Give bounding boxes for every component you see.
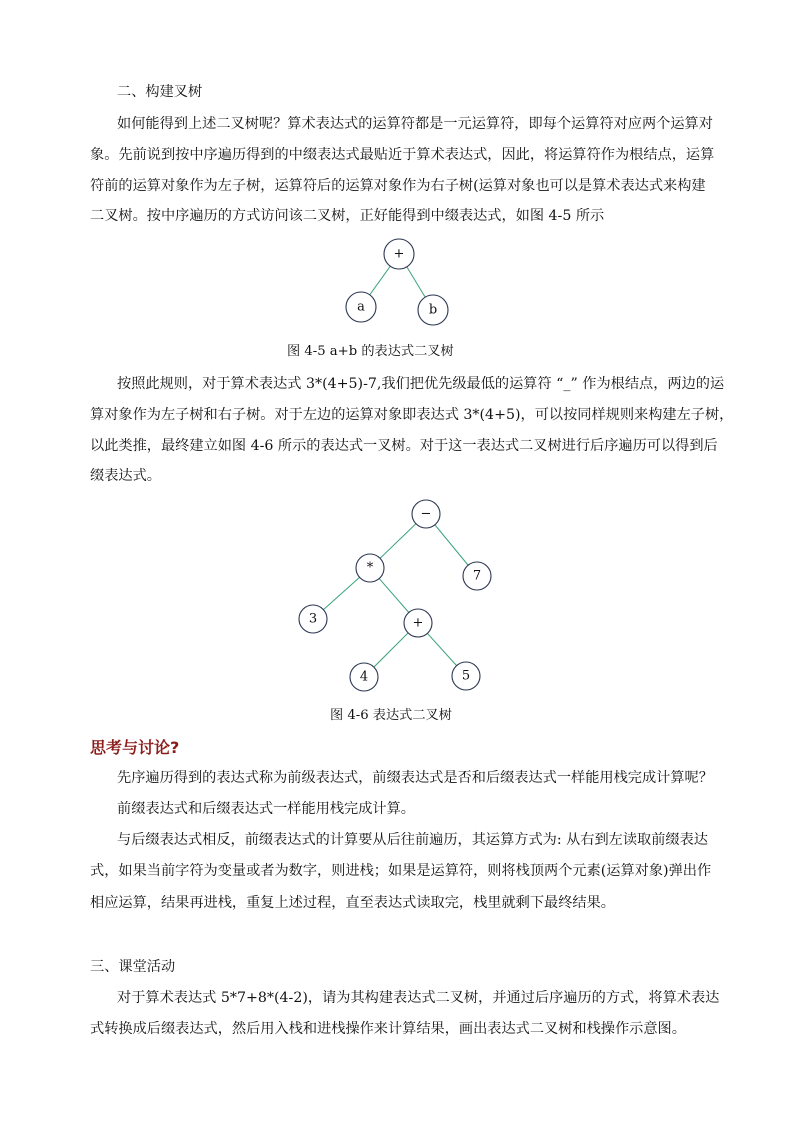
paragraph-line: 算对象作为左子树和右子树。对于左边的运算对象即表达式 3*(4+5)，可以按同样规则来构建左子树，	[90, 407, 734, 423]
tree-node-label: 7	[472, 568, 482, 584]
paragraph-line: 与后缀表达式相反，前缀表达式的计算要从后往前遍历，其运算方式为: 从右到左读取前缀表达	[117, 832, 708, 848]
section-heading-2: 二、构建叉树	[117, 84, 203, 100]
paragraph-line: 式转换成后缀表达式，然后用入栈和进栈操作来计算结果，画出表达式二叉树和栈操作示意图。	[90, 1021, 686, 1037]
paragraph-line: 先序遍历得到的表达式称为前级表达式，前缀表达式是否和后缀表达式一样能用栈完成计算呢？	[117, 770, 713, 786]
paragraph-line: 以此类推，最终建立如图 4-6 所示的表达式一叉树。对于这一表达式二叉树进行后序遍历可以得到后	[90, 438, 718, 454]
tree-node-label: +	[412, 615, 424, 631]
tree-node-label: +	[393, 246, 405, 262]
paragraph-line: 二叉树。按中序遍历的方式访问该二叉树，正好能得到中缀表达式，如图 4-5 所示	[90, 208, 605, 224]
paragraph-line: 缀表达式。	[90, 468, 161, 484]
figure-caption: 图 4-5 a+b 的表达式二叉树	[287, 344, 454, 359]
tree-node-label: 3	[308, 611, 318, 627]
think-discuss-title: 思考与讨论?	[90, 738, 180, 757]
paragraph-line: 符前的运算对象作为左子树，运算符后的运算对象作为右子树(运算对象也可以是算术表达式来构建	[90, 178, 706, 194]
figure-caption: 图 4-6 表达式二叉树	[330, 708, 452, 723]
tree-node-label: a	[357, 299, 365, 315]
tree-node-label: 4	[359, 669, 369, 685]
paragraph-line: 前缀表达式和后缀表达式一样能用栈完成计算。	[117, 801, 415, 817]
tree-node-label: −	[420, 506, 432, 522]
tree-node-label: 5	[461, 668, 471, 684]
paragraph-line: 对于算术表达式 5*7+8*(4-2)，请为其构建表达式二叉树，并通过后序遍历的方式，将算术表达	[117, 990, 720, 1006]
tree-node-label: b	[428, 302, 438, 318]
section-heading-3: 三、课堂活动	[90, 959, 176, 975]
paragraph-line: 象。先前说到按中序遍历得到的中缀表达式最贴近于算术表达式，因此，将运算符作为根结点，运算	[90, 147, 715, 163]
paragraph-line: 式，如果当前字符为变量或者为数字，则进栈；如果是运算符，则将栈顶两个元素(运算对象)弹出作	[90, 863, 712, 879]
paragraph-line: 如何能得到上述二叉树呢？算术表达式的运算符都是一元运算符，即每个运算符对应两个运算对	[117, 116, 713, 132]
paragraph-line: 按照此规则，对于算术表达式 3*(4+5)-7,我们把优先级最低的运算符 “_” 作为根结点，两边的运	[117, 376, 725, 392]
tree-node-label: *	[366, 560, 374, 576]
paragraph-line: 相应运算，结果再进栈，重复上述过程，直至表达式读取完，栈里就剩下最终结果。	[90, 895, 615, 911]
